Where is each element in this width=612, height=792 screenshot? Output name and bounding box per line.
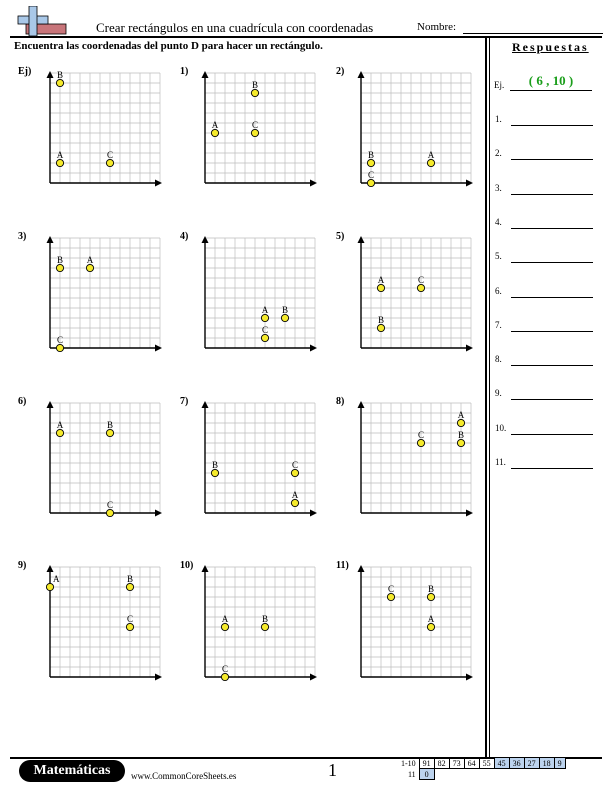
point-marker xyxy=(251,89,258,96)
point-label: B xyxy=(211,460,219,470)
problem-label: 3) xyxy=(18,231,27,242)
y-axis-arrow xyxy=(358,236,365,243)
y-axis-arrow xyxy=(47,401,54,408)
problem-label: 11) xyxy=(336,560,349,571)
point-marker xyxy=(106,159,113,166)
coordinate-grid xyxy=(336,560,473,681)
point-label: C xyxy=(261,325,269,335)
answer-example-label: Ej. xyxy=(494,80,505,90)
coordinate-grid xyxy=(18,396,162,517)
point-marker xyxy=(46,583,53,590)
answer-label: 5. xyxy=(495,251,502,262)
point-label: B xyxy=(281,305,289,315)
point-marker xyxy=(211,469,218,476)
point-marker xyxy=(56,264,63,271)
point-marker xyxy=(56,159,63,166)
y-axis-arrow xyxy=(47,565,54,572)
y-axis-arrow xyxy=(202,565,209,572)
x-axis-arrow xyxy=(466,510,473,517)
point-label: C xyxy=(221,664,229,674)
answer-label: 1. xyxy=(495,114,502,124)
point-marker xyxy=(281,314,288,321)
y-axis-arrow xyxy=(47,71,54,78)
score-key-cell: 36 xyxy=(509,758,524,769)
point-label: C xyxy=(251,120,259,130)
score-key-label: 1-10 xyxy=(401,758,416,768)
score-key-cell: 27 xyxy=(524,758,539,769)
x-axis-arrow xyxy=(155,345,162,352)
problem-label: 4) xyxy=(180,231,189,242)
point-label: A xyxy=(291,490,299,500)
x-axis-arrow xyxy=(310,180,317,187)
answer-label: 10. xyxy=(495,422,507,433)
point-marker xyxy=(221,623,228,630)
point-marker xyxy=(261,623,268,630)
x-axis-arrow xyxy=(466,180,473,187)
score-key-cell: 18 xyxy=(539,758,554,769)
point-label: C xyxy=(106,500,114,510)
score-key-cell: 64 xyxy=(464,758,479,769)
y-axis-arrow xyxy=(358,565,365,572)
point-marker xyxy=(221,673,228,680)
score-key-cell: 0 xyxy=(419,769,434,780)
point-label: C xyxy=(417,430,425,440)
x-axis-arrow xyxy=(310,345,317,352)
y-axis-arrow xyxy=(202,71,209,78)
point-marker xyxy=(457,419,464,426)
point-marker xyxy=(261,314,268,321)
point-label: C xyxy=(126,614,134,624)
coordinate-grid xyxy=(18,66,162,187)
point-label: A xyxy=(211,120,219,130)
point-label: A xyxy=(221,614,229,624)
score-key-row-2 xyxy=(398,769,565,780)
score-key-cell: 55 xyxy=(479,758,494,769)
coordinate-grid xyxy=(180,231,317,352)
coordinate-grid xyxy=(180,560,317,681)
point-marker xyxy=(56,79,63,86)
point-marker xyxy=(126,623,133,630)
y-axis-arrow xyxy=(202,236,209,243)
y-axis-arrow xyxy=(47,236,54,243)
answer-label: 2. xyxy=(495,148,502,159)
point-marker xyxy=(291,499,298,506)
point-label: A xyxy=(56,420,64,430)
point-marker xyxy=(211,129,218,136)
point-marker xyxy=(106,429,113,436)
point-label: B xyxy=(126,574,134,584)
coordinate-grid xyxy=(336,66,473,187)
site-url: www.CommonCoreSheets.es xyxy=(131,771,237,781)
point-label: A xyxy=(86,255,94,265)
point-label: C xyxy=(106,150,114,160)
answer-label: 11. xyxy=(495,457,506,467)
point-label: A xyxy=(427,150,435,160)
coordinate-grid xyxy=(18,560,162,681)
point-label: B xyxy=(427,584,435,594)
point-marker xyxy=(427,159,434,166)
point-marker xyxy=(417,439,424,446)
page-number: 1 xyxy=(328,760,337,780)
score-key-cell: 45 xyxy=(494,758,509,769)
x-axis-arrow xyxy=(155,674,162,681)
score-key-row-1 xyxy=(398,758,565,769)
point-marker xyxy=(417,284,424,291)
point-label: A xyxy=(427,614,435,624)
x-axis-arrow xyxy=(466,674,473,681)
point-label: B xyxy=(56,255,64,265)
answer-example-value: ( 6 , 10 ) xyxy=(528,73,574,88)
point-marker xyxy=(457,439,464,446)
coordinate-grid xyxy=(18,231,162,352)
x-axis-arrow xyxy=(466,345,473,352)
point-marker xyxy=(106,509,113,516)
point-label: B xyxy=(367,150,375,160)
x-axis-arrow xyxy=(310,510,317,517)
point-marker xyxy=(367,179,374,186)
point-marker xyxy=(56,429,63,436)
y-axis-arrow xyxy=(202,401,209,408)
point-label: C xyxy=(387,584,395,594)
point-label: A xyxy=(56,150,64,160)
x-axis-arrow xyxy=(310,674,317,681)
point-label: A xyxy=(261,305,269,315)
problem-label: 1) xyxy=(180,66,189,77)
score-key-cell: 91 xyxy=(419,758,434,769)
point-marker xyxy=(367,159,374,166)
point-label: A xyxy=(457,410,465,420)
point-marker xyxy=(291,469,298,476)
problem-label: 2) xyxy=(336,66,345,77)
coordinate-grid xyxy=(336,231,473,352)
problem-label: 9) xyxy=(18,560,27,571)
problem-label: 10) xyxy=(180,560,194,571)
point-label: B xyxy=(261,614,269,624)
problem-label: 6) xyxy=(18,396,27,407)
answer-label: 8. xyxy=(495,354,502,365)
point-label: B xyxy=(251,80,259,90)
point-marker xyxy=(251,129,258,136)
answer-label: 9. xyxy=(495,388,502,399)
x-axis-arrow xyxy=(155,180,162,187)
point-label: A xyxy=(53,574,60,584)
coordinate-grid xyxy=(336,396,473,517)
score-key-cell: 82 xyxy=(434,758,449,769)
problem-label: 8) xyxy=(336,396,345,407)
point-label: B xyxy=(377,315,385,325)
point-marker xyxy=(126,583,133,590)
point-marker xyxy=(427,623,434,630)
y-axis-arrow xyxy=(358,71,365,78)
score-key-cell: 9 xyxy=(554,758,565,769)
point-label: C xyxy=(56,335,64,345)
score-key-cell: 73 xyxy=(449,758,464,769)
answer-label: 7. xyxy=(495,319,502,330)
point-label: C xyxy=(291,460,299,470)
point-label: C xyxy=(367,170,375,180)
answer-label: 6. xyxy=(495,285,502,296)
problem-label: 7) xyxy=(180,396,189,407)
score-key xyxy=(398,757,566,780)
problem-label: 5) xyxy=(336,231,345,242)
point-label: B xyxy=(56,70,64,80)
y-axis-arrow xyxy=(358,401,365,408)
instructions: Encuentra las coordenadas del punto D para hacer un rectángulo. xyxy=(14,40,323,52)
point-marker xyxy=(261,334,268,341)
name-label: Nombre: xyxy=(417,21,457,33)
answer-label: 3. xyxy=(495,182,502,193)
point-label: C xyxy=(417,275,425,285)
worksheet-title: Crear rectángulos en una cuadrícula con coordenadas xyxy=(96,20,374,35)
point-marker xyxy=(86,264,93,271)
point-marker xyxy=(427,593,434,600)
x-axis-arrow xyxy=(155,510,162,517)
answer-label: 4. xyxy=(495,216,502,227)
score-key-label: 11 xyxy=(407,769,416,779)
brand-badge: Matemáticas xyxy=(19,760,125,782)
point-label: B xyxy=(106,420,114,430)
point-marker xyxy=(377,324,384,331)
point-marker xyxy=(56,344,63,351)
point-marker xyxy=(377,284,384,291)
point-label: B xyxy=(457,430,465,440)
answers-title: Respuestas xyxy=(512,40,589,54)
point-label: A xyxy=(377,275,385,285)
point-marker xyxy=(387,593,394,600)
coordinate-grid xyxy=(180,66,317,187)
coordinate-grid xyxy=(180,396,317,517)
problem-label: Ej) xyxy=(18,66,32,77)
